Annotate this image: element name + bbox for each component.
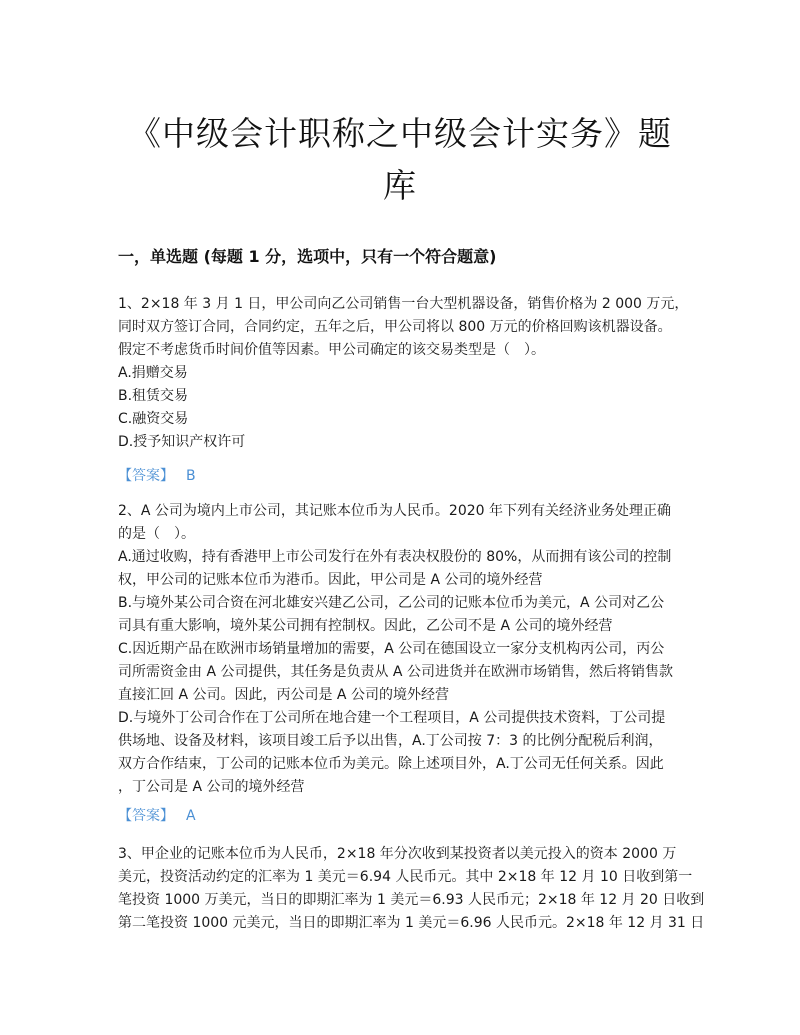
section-heading: 一，单选题 (每题 1 分，选项中，只有一个符合题意) xyxy=(118,247,497,266)
option-d: D.授予知识产权许可 xyxy=(118,434,246,450)
option-c-cont: 司所需资金由 A 公司提供，其任务是负责从 A 公司进货并在欧洲市场销售，然后将销售款 xyxy=(118,664,673,680)
answer-tag: 【答案】 xyxy=(118,468,174,484)
option-c-cont: 直接汇回 A 公司。因此，丙公司是 A 公司的境外经营 xyxy=(118,687,449,703)
answer-value: A xyxy=(186,808,196,824)
option-c: C.因近期产品在欧洲市场销量增加的需要，A 公司在德国设立一家分支机构丙公司，丙公 xyxy=(118,641,665,657)
document-title xyxy=(110,108,690,212)
option-b-cont: 司具有重大影响，境外某公司拥有控制权。因此，乙公司不是 A 公司的境外经营 xyxy=(118,618,613,634)
option-d-cont: ，丁公司是 A 公司的境外经营 xyxy=(118,779,305,795)
question-text-line: 假定不考虑货币时间价值等因素。甲公司确定的该交易类型是（ ）。 xyxy=(118,342,545,358)
option-a-cont: 权，甲公司的记账本位币为港币。因此，甲公司是 A 公司的境外经营 xyxy=(118,572,543,588)
title-line-1: 《中级会计职称之中级会计实务》题 xyxy=(128,114,672,153)
option-a: A.通过收购，持有香港甲上市公司发行在外有表决权股份的 80%，从而拥有该公司的控制 xyxy=(118,549,672,565)
question-text-line: 同时双方签订合同，合同约定，五年之后，甲公司将以 800 万元的价格回购该机器设备。 xyxy=(118,319,672,335)
question-text-line: 1、2×18 年 3 月 1 日，甲公司向乙公司销售一台大型机器设备，销售价格为 2 000 万元， xyxy=(118,296,689,312)
option-a: A.捐赠交易 xyxy=(118,365,188,381)
answer-value: B xyxy=(186,468,196,484)
answer-2 xyxy=(118,805,196,827)
option-d-cont: 供场地、设备及材料，该项目竣工后予以出售，A.丁公司按 7：3 的比例分配税后利润， xyxy=(118,733,663,749)
question-3 xyxy=(118,843,705,935)
answer-tag: 【答案】 xyxy=(118,808,174,824)
option-c: C.融资交易 xyxy=(118,411,189,427)
title-line-2: 库 xyxy=(383,166,417,205)
question-text-line: 2、A 公司为境内上市公司，其记账本位币为人民币。2020 年下列有关经济业务处理正确 xyxy=(118,503,672,519)
question-text-line: 美元，投资活动约定的汇率为 1 美元＝6.94 人民币元。其中 2×18 年 12 月 10 日收到第一 xyxy=(118,869,693,885)
answer-1 xyxy=(118,465,196,487)
question-text-line: 笔投资 1000 万美元，当日的即期汇率为 1 美元＝6.93 人民币元；2×18 年 12 月 20 日收到 xyxy=(118,892,705,908)
option-d: D.与境外丁公司合作在丁公司所在地合建一个工程项目，A 公司提供技术资料，丁公司提 xyxy=(118,710,666,726)
question-2 xyxy=(118,500,688,799)
option-b: B.租赁交易 xyxy=(118,388,189,404)
question-text-line: 的是（ ）。 xyxy=(118,526,195,542)
option-b: B.与境外某公司合资在河北雄安兴建乙公司，乙公司的记账本位币为美元，A 公司对乙公 xyxy=(118,595,665,611)
question-1 xyxy=(118,293,688,454)
question-text-line: 3、甲企业的记账本位币为人民币，2×18 年分次收到某投资者以美元投入的资本 2000 万 xyxy=(118,846,677,862)
question-text-line: 第二笔投资 1000 元美元，当日的即期汇率为 1 美元＝6.96 人民币元。2×18 年 12 月 31 日 xyxy=(118,915,705,931)
option-d-cont: 双方合作结束，丁公司的记账本位币为美元。除上述项目外，A.丁公司无任何关系。因此 xyxy=(118,756,664,772)
